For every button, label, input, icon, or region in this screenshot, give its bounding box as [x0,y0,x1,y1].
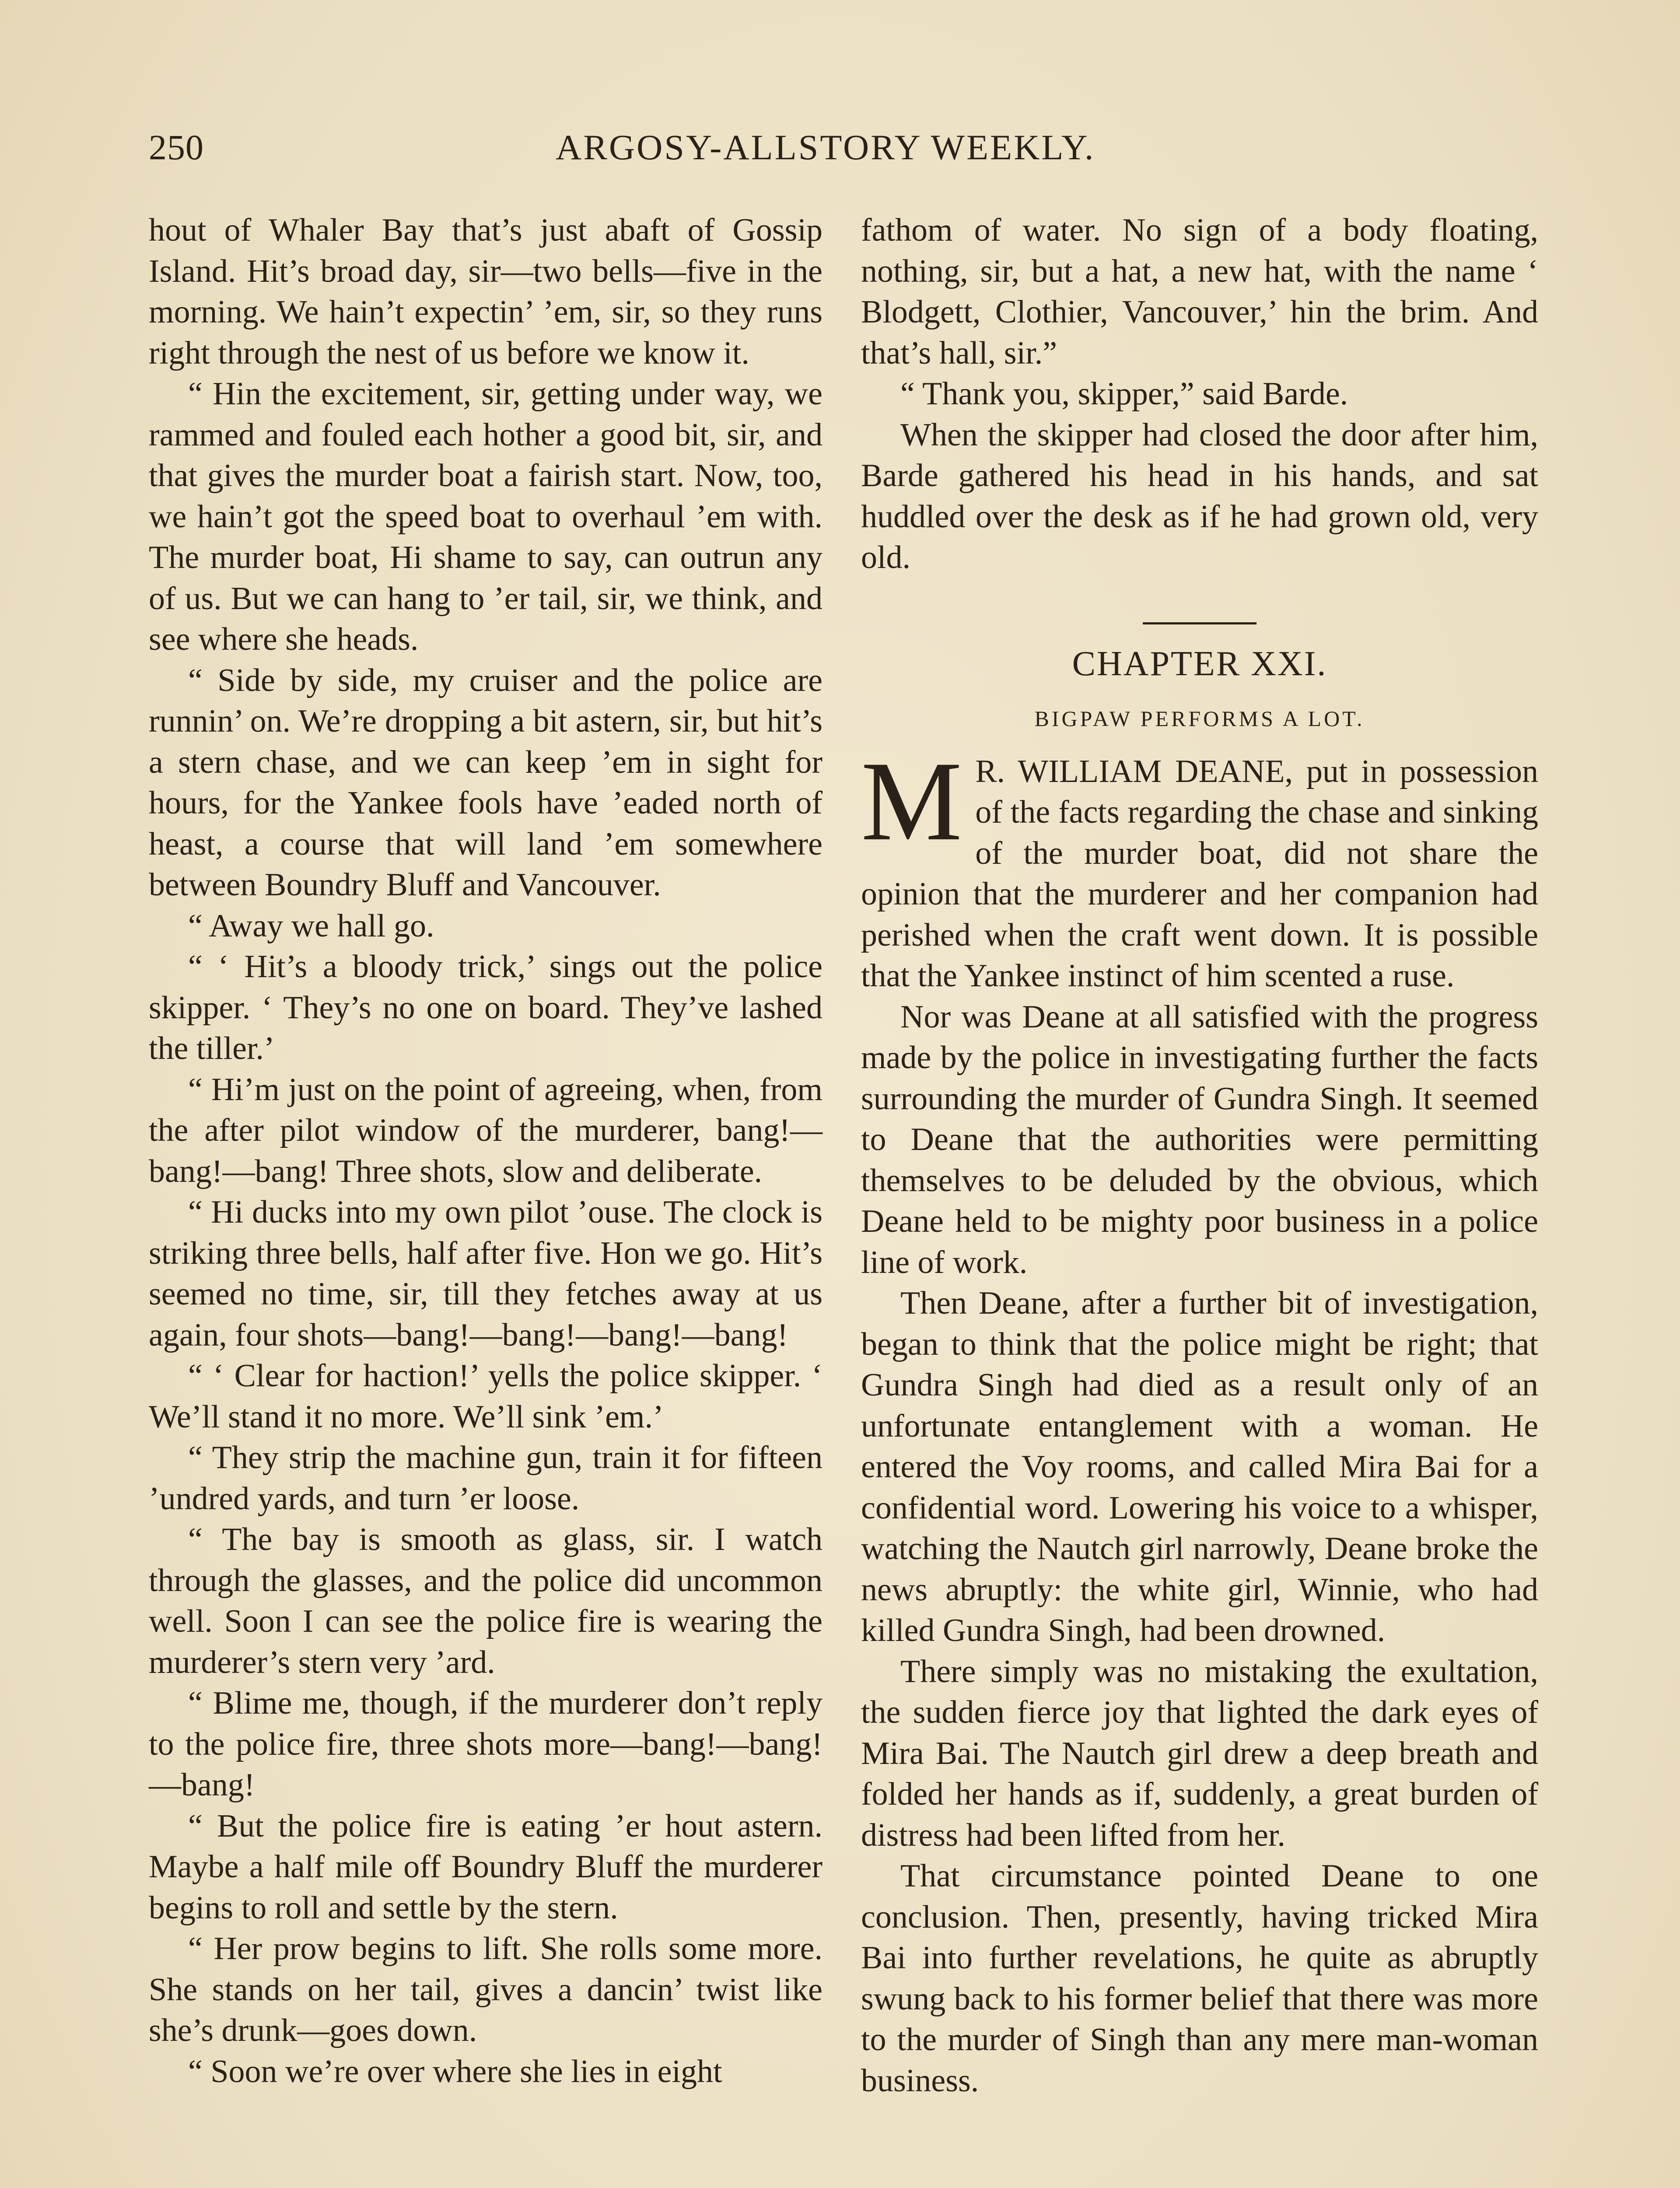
running-head: ARGOSY-ALLSTORY WEEKLY. [556,127,1096,167]
left-column [149,210,822,2092]
section-divider [1143,622,1256,624]
paragraph: “ Hi’m just on the point of agreeing, when, from the after pilot window of the murderer, bang!—bang!—bang! Three shots, slow and deliberate. [149,1071,822,1189]
paragraph: When the skipper had closed the door after him, Barde gathered his head in his hands, and sat huddled over the desk as if he had grown old, very old. [861,417,1538,575]
paragraph: fathom of water. No sign of a body floating, nothing, sir, but a hat, a new hat, with the name ‘ Blodgett, Clothier, Vancouver,’ hin the brim. And that’s hall, sir.” [861,212,1538,371]
paragraph: “ The bay is smooth as glass, sir. I watch through the glasses, and the police did uncommon well. Soon I can see the police fire is wearing the murderer’s stern very ’ard. [149,1522,822,1680]
paragraph: “ Her prow begins to lift. She rolls some more. She stands on her tail, gives a dancin’ twist like she’s drunk—goes down. [149,1931,822,2048]
paragraph: “ Hin the excitement, sir, getting under way, we rammed and fouled each hother a good bit, sir, and that gives the murder boat a fairish start. Now, too, we hain’t got the speed boat to overhaul ’em with. The murder boat, Hi shame to say, can outrun any of us. But we can hang to ’er tail, sir, we think, and see where she heads. [149,376,822,657]
paragraph-text: R. WILLIAM DEANE, put in possession of the facts regarding the chase and sinking of the murder boat, did not share the opinion that the murderer and her companion had perished when the craft went down. It is possible that the Yankee instinct of him scented a ruse. [861,753,1538,994]
paragraph: “ Soon we’re over where she lies in eight [188,2053,722,2090]
chapter-opening-paragraph [861,738,1538,997]
paragraph: “ Thank you, skipper,” said Barde. [900,376,1348,412]
paragraph: “ Side by side, my cruiser and the police are runnin’ on. We’re dropping a bit astern, sir, but hit’s a stern chase, and we can keep ’em in sight for hours, for the Yankee fools have ’eaded north of heast, a course that will land ’em somewhere between Boundry Bluff and Vancouver. [149,662,822,903]
paragraph: “ Away we hall go. [188,908,434,944]
paragraph: There simply was no mistaking the exultation, the sudden fierce joy that lighted the dark eyes of Mira Bai. The Nautch girl drew a deep breath and folded her hands as if, suddenly, a great burden of distress had been lifted from her. [861,1653,1538,1853]
paragraph: hout of Whaler Bay that’s just abaft of Gossip Island. Hit’s broad day, sir—two bells—five in the morning. We hain’t expectin’ ’em, sir, so they runs right through the nest of us before we know it. [149,212,822,371]
paragraph: Nor was Deane at all satisfied with the progress made by the police in investigating further the facts surrounding the murder of Gundra Singh. It seemed to Deane that the authorities were permitting themselves to be deluded by the obvious, which Deane held to be mighty poor business in a police line of work. [861,999,1538,1280]
paragraph: “ But the police fire is eating ’er hout astern. Maybe a half mile off Boundry Bluff the murderer begins to roll and settle by the stern. [149,1808,822,1926]
paragraph: That circumstance pointed Deane to one conclusion. Then, presently, having tricked Mira Bai into further revelations, he quite as abruptly swung back to his former belief that there was more to the murder of Singh than any mere man-woman business. [861,1858,1538,2099]
right-column [861,210,1538,2101]
paragraph: “ Hi ducks into my own pilot ’ouse. The clock is striking three bells, half after five. Hon we go. Hit’s seemed no time, sir, till they fetches away at us again, four shots—bang!—bang!—bang!—bang! [149,1194,822,1353]
page-number: 250 [149,127,204,167]
paragraph: “ They strip the machine gun, train it for fifteen ’undred yards, and turn ’er loose. [149,1440,822,1517]
chapter-subtitle: BIGPAW PERFORMS A LOT. [1034,706,1365,731]
drop-cap: M [861,738,962,864]
paragraph: “ ‘ Clear for haction!’ yells the police skipper. ‘ We’ll stand it no more. We’ll sink ’em.’ [149,1358,822,1435]
paragraph: “ ‘ Hit’s a bloody trick,’ sings out the police skipper. ‘ They’s no one on board. They’ve lashed the tiller.’ [149,949,822,1066]
paragraph: “ Blime me, though, if the murderer don’t reply to the police fire, three shots more—bang!—bang!—bang! [149,1685,822,1803]
chapter-title: CHAPTER XXI. [1072,644,1327,683]
paragraph: Then Deane, after a further bit of investigation, began to think that the police might be right; that Gundra Singh had died as a result only of an unfortunate entanglement with a woman. He entered the Voy rooms, and called Mira Bai for a confidential word. Lowering his voice to a whisper, watching the Nautch girl narrowly, Deane broke the news abruptly: the white girl, Winnie, who had killed Gundra Singh, had been drowned. [861,1285,1538,1648]
